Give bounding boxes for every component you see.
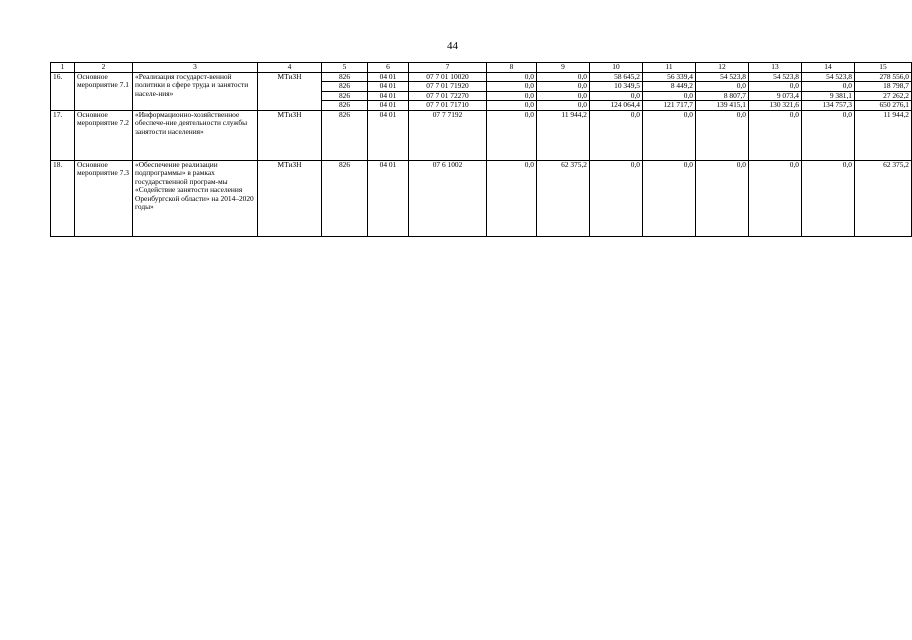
- budget-table: [50, 62, 912, 237]
- value-cell: 0,0: [487, 101, 537, 111]
- value-cell: 56 339,4: [643, 72, 696, 82]
- csr-code: 07 7 7192: [409, 110, 487, 160]
- value-cell: 8 449,2: [643, 82, 696, 92]
- col-header: 7: [409, 63, 487, 73]
- row-number: 18.: [51, 160, 75, 236]
- value-cell: 0,0: [537, 82, 590, 92]
- col-header: 2: [75, 63, 133, 73]
- value-cell: 11 944,2: [855, 110, 912, 160]
- value-cell: 54 523,8: [802, 72, 855, 82]
- row-number: 16.: [51, 72, 75, 110]
- csr-code: 07 6 1002: [409, 160, 487, 236]
- grbs-code: 826: [322, 72, 368, 82]
- value-cell: 58 645,2: [590, 72, 643, 82]
- value-cell: 278 556,0: [855, 72, 912, 82]
- col-header: 13: [749, 63, 802, 73]
- col-header: 5: [322, 63, 368, 73]
- value-cell: 0,0: [487, 72, 537, 82]
- value-cell: 0,0: [590, 160, 643, 236]
- value-cell: 0,0: [487, 110, 537, 160]
- row-number: 17.: [51, 110, 75, 160]
- grbs-code: 826: [322, 82, 368, 92]
- value-cell: 0,0: [802, 110, 855, 160]
- col-header: 4: [258, 63, 322, 73]
- organization: МТиЗН: [258, 110, 322, 160]
- value-cell: 139 415,1: [696, 101, 749, 111]
- value-cell: 0,0: [537, 101, 590, 111]
- grbs-code: 826: [322, 160, 368, 236]
- value-cell: 0,0: [696, 110, 749, 160]
- organization: МТиЗН: [258, 160, 322, 236]
- grbs-code: 826: [322, 101, 368, 111]
- col-header: 1: [51, 63, 75, 73]
- value-cell: 18 798,7: [855, 82, 912, 92]
- rzpr-code: 04 01: [368, 160, 409, 236]
- value-cell: 62 375,2: [537, 160, 590, 236]
- organization: МТиЗН: [258, 72, 322, 110]
- rzpr-code: 04 01: [368, 91, 409, 101]
- value-cell: 9 381,1: [802, 91, 855, 101]
- value-cell: 0,0: [802, 160, 855, 236]
- csr-code: 07 7 01 72270: [409, 91, 487, 101]
- value-cell: 54 523,8: [696, 72, 749, 82]
- csr-code: 07 7 01 10020: [409, 72, 487, 82]
- rzpr-code: 04 01: [368, 82, 409, 92]
- value-cell: 134 757,3: [802, 101, 855, 111]
- table-row: [51, 110, 912, 160]
- col-header: 10: [590, 63, 643, 73]
- value-cell: 10 349,5: [590, 82, 643, 92]
- col-header: 12: [696, 63, 749, 73]
- value-cell: 54 523,8: [749, 72, 802, 82]
- csr-code: 07 7 01 71710: [409, 101, 487, 111]
- col-header: 6: [368, 63, 409, 73]
- value-cell: 130 321,6: [749, 101, 802, 111]
- header-row: [51, 63, 912, 73]
- event-description: «Обеспечение реализации подпрограммы» в рамках государственной програм-мы «Содействие занятости населения Оренбургской области» на 2014–2020 годы»: [133, 160, 258, 236]
- col-header: 8: [487, 63, 537, 73]
- value-cell: 0,0: [487, 160, 537, 236]
- event-name: Основное мероприятие 7.2: [75, 110, 133, 160]
- value-cell: 0,0: [537, 72, 590, 82]
- value-cell: 0,0: [590, 91, 643, 101]
- value-cell: 0,0: [696, 160, 749, 236]
- rzpr-code: 04 01: [368, 110, 409, 160]
- value-cell: 0,0: [749, 82, 802, 92]
- value-cell: 650 276,1: [855, 101, 912, 111]
- col-header: 14: [802, 63, 855, 73]
- value-cell: 0,0: [537, 91, 590, 101]
- col-header: 15: [855, 63, 912, 73]
- grbs-code: 826: [322, 91, 368, 101]
- value-cell: 0,0: [696, 82, 749, 92]
- value-cell: 11 944,2: [537, 110, 590, 160]
- value-cell: 0,0: [643, 110, 696, 160]
- col-header: 11: [643, 63, 696, 73]
- value-cell: 0,0: [749, 160, 802, 236]
- value-cell: 0,0: [590, 110, 643, 160]
- value-cell: 0,0: [643, 91, 696, 101]
- event-name: Основное мероприятие 7.1: [75, 72, 133, 110]
- csr-code: 07 7 01 71920: [409, 82, 487, 92]
- value-cell: 27 262,2: [855, 91, 912, 101]
- value-cell: 8 807,7: [696, 91, 749, 101]
- value-cell: 0,0: [487, 82, 537, 92]
- event-description: «Реализация государст-венной политики в сфере труда и занятости населе-ния»: [133, 72, 258, 110]
- grbs-code: 826: [322, 110, 368, 160]
- rzpr-code: 04 01: [368, 101, 409, 111]
- value-cell: 0,0: [749, 110, 802, 160]
- event-description: «Информационно-хозяйственное обеспече-ние деятельности службы занятости населения»: [133, 110, 258, 160]
- value-cell: 0,0: [802, 82, 855, 92]
- col-header: 3: [133, 63, 258, 73]
- table-row: [51, 160, 912, 236]
- col-header: 9: [537, 63, 590, 73]
- value-cell: 0,0: [643, 160, 696, 236]
- page-number: 44: [447, 40, 458, 52]
- value-cell: 62 375,2: [855, 160, 912, 236]
- value-cell: 121 717,7: [643, 101, 696, 111]
- table-row: [51, 72, 912, 82]
- value-cell: 0,0: [487, 91, 537, 101]
- value-cell: 124 064,4: [590, 101, 643, 111]
- value-cell: 9 073,4: [749, 91, 802, 101]
- event-name: Основное мероприятие 7.3: [75, 160, 133, 236]
- rzpr-code: 04 01: [368, 72, 409, 82]
